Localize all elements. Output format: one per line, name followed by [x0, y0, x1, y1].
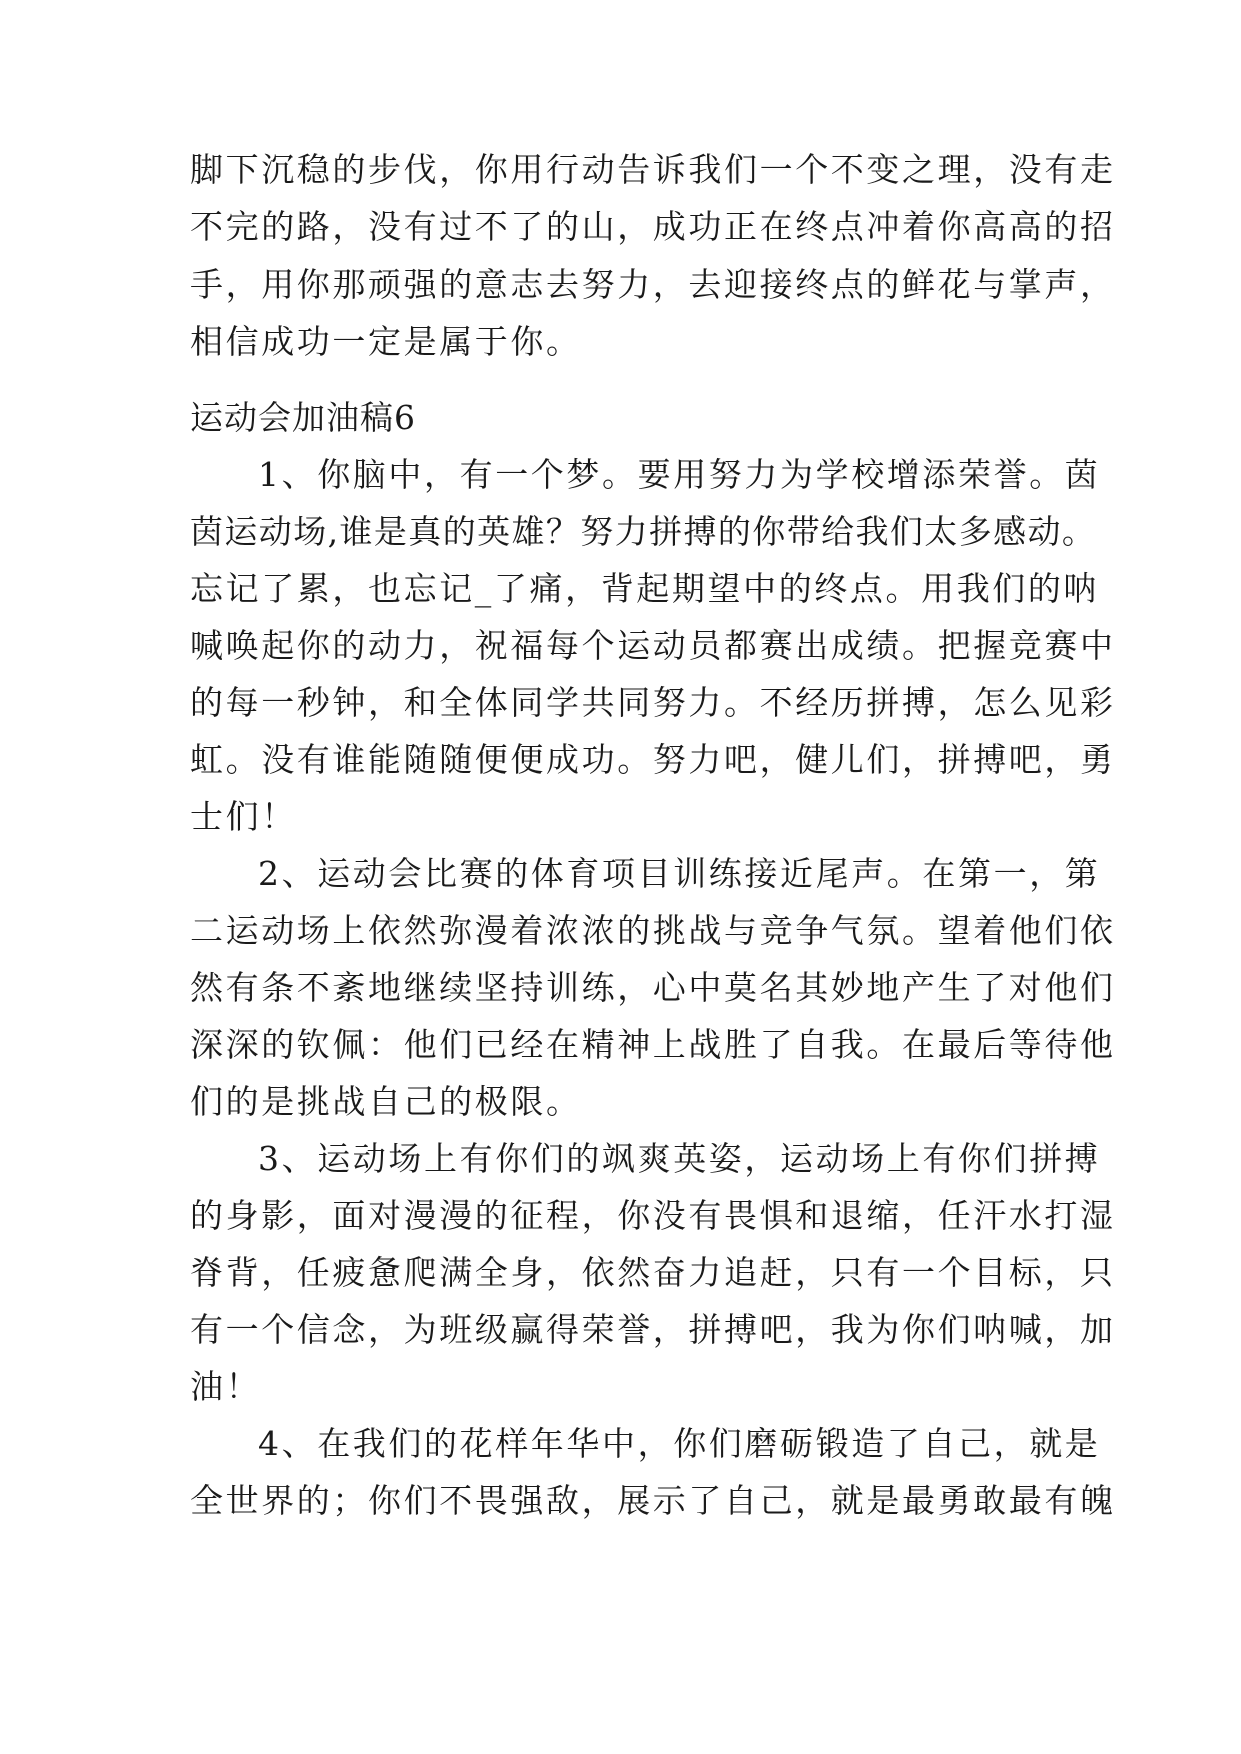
paragraph-start-line: 1、你脑中，有一个梦。要用努力为学校增添荣誉。茵: [258, 455, 1101, 494]
paragraph-start-line: 3、运动场上有你们的飒爽英姿，运动场上有你们拼搏: [258, 1139, 1101, 1178]
text-line: 士们！: [190, 797, 297, 836]
text-line: 相信成功一定是属于你。: [190, 322, 582, 361]
text-line: 茵运动场,谁是真的英雄？努力拼搏的你带给我们太多感动。: [190, 512, 1097, 551]
text-line: 油！: [190, 1367, 262, 1406]
section-heading: 运动会加油稿6: [190, 398, 416, 437]
text-line: 然有条不紊地继续坚持训练，心中莫名其妙地产生了对他们: [190, 968, 1116, 1007]
paragraph-start-line: 4、在我们的花样年华中，你们磨砺锻造了自己，就是: [258, 1424, 1101, 1463]
text-line: 有一个信念，为班级赢得荣誉，拼搏吧，我为你们呐喊，加: [190, 1310, 1116, 1349]
text-line: 忘记了累，也忘记_了痛，背起期望中的终点。用我们的呐: [190, 569, 1100, 608]
text-line: 二运动场上依然弥漫着浓浓的挑战与竞争气氛。望着他们依: [190, 911, 1116, 950]
text-line: 手，用你那顽强的意志去努力，去迎接终点的鲜花与掌声，: [190, 265, 1116, 304]
text-line: 脚下沉稳的步伐，你用行动告诉我们一个不变之理，没有走: [190, 150, 1116, 189]
text-line: 喊唤起你的动力，祝福每个运动员都赛出成绩。把握竞赛中: [190, 626, 1116, 665]
text-line: 的身影，面对漫漫的征程，你没有畏惧和退缩，任汗水打湿: [190, 1196, 1116, 1235]
paragraph-start-line: 2、运动会比赛的体育项目训练接近尾声。在第一，第: [258, 854, 1101, 893]
text-line: 脊背，任疲惫爬满全身，依然奋力追赶，只有一个目标，只: [190, 1253, 1116, 1292]
text-line: 深深的钦佩：他们已经在精神上战胜了自我。在最后等待他: [190, 1025, 1116, 1064]
text-line: 的每一秒钟，和全体同学共同努力。不经历拼搏，怎么见彩: [190, 683, 1116, 722]
text-line: 全世界的；你们不畏强敌，展示了自己，就是最勇敢最有魄: [190, 1481, 1116, 1520]
text-line: 虹。没有谁能随随便便成功。努力吧，健儿们，拼搏吧，勇: [190, 740, 1116, 779]
text-line: 们的是挑战自己的极限。: [190, 1082, 582, 1121]
text-line: 不完的路，没有过不了的山，成功正在终点冲着你高高的招: [190, 207, 1116, 246]
